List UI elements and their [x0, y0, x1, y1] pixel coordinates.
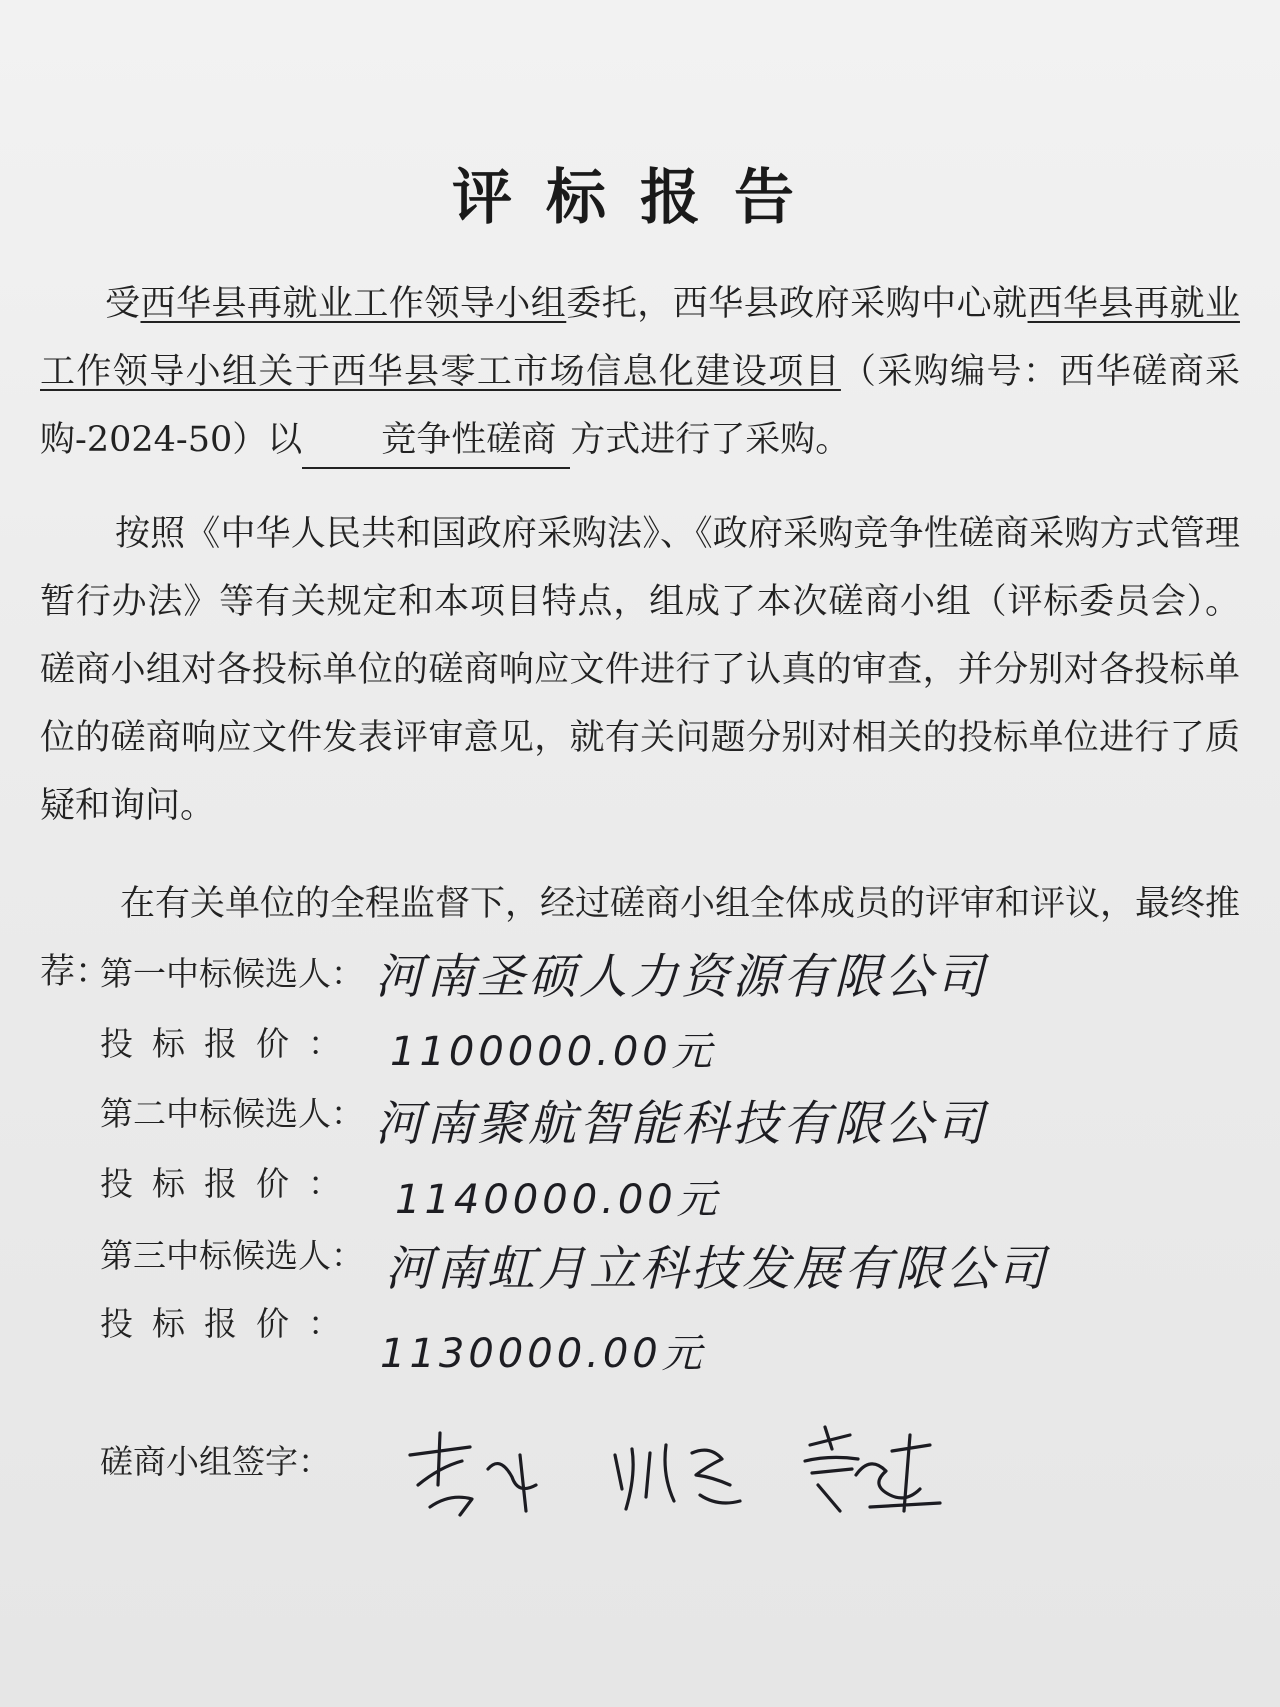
- p1-seg1: 受: [105, 284, 141, 324]
- candidate-3-name: 河南虹月立科技发展有限公司: [385, 1241, 1049, 1297]
- candidate-2-label: 第二中标候选人：: [100, 1094, 364, 1133]
- candidate-3-price-label: 投标报价：: [100, 1304, 360, 1343]
- p1-client-name: 西华县再就业工作领导小组: [140, 284, 567, 324]
- candidate-3-price: 1130000.00元: [380, 1331, 706, 1377]
- candidate-2-name: 河南聚航智能科技有限公司: [375, 1096, 988, 1152]
- paragraph-legal-basis: 按照《中华人民共和国政府采购法》、《政府采购竞争性磋商采购方式管理暂行办法》等有关规定和本项目特点，组成了本次磋商小组（评标委员会）。磋商小组对各投标单位的磋商响应文件进行了认真的审查，并分别对各投标单位的磋商响应文件发表评审意见，就有关问题分别对相关的投标单位进行了质疑和询问。: [40, 514, 1240, 826]
- p1-seg7: 方式进行了采购。: [570, 420, 851, 460]
- p1-project-name: 西华县再就业工作领导小组关于西华县零工市场信息化建设项目: [40, 284, 1240, 392]
- signature-3: [805, 1427, 940, 1511]
- p1-seg5: （采购编号：西华磋商采购-2024-50）以: [40, 352, 1240, 460]
- p1-procurement-method: 竞争性磋商: [302, 413, 570, 469]
- candidate-1-price: 1100000.00元: [390, 1029, 716, 1075]
- candidate-2-price: 1140000.00元: [395, 1177, 721, 1223]
- paragraph-commission: [40, 270, 1240, 474]
- candidate-1-price-label: 投标报价：: [100, 1024, 360, 1063]
- signature-2: [615, 1445, 740, 1509]
- candidate-3-label: 第三中标候选人：: [100, 1236, 364, 1275]
- signature-label: 磋商小组签字：: [100, 1442, 331, 1481]
- paragraph-recommendation: 在有关单位的全程监督下，经过磋商小组全体成员的评审和评议，最终推荐：: [40, 884, 1241, 992]
- candidate-2-price-label: 投标报价：: [100, 1164, 360, 1203]
- candidate-1-label: 第一中标候选人：: [100, 954, 364, 993]
- candidate-1-name: 河南圣硕人力资源有限公司: [375, 949, 988, 1005]
- signature-1: [410, 1433, 536, 1515]
- p1-seg3: 委托，西华县政府采购中心就: [566, 284, 1028, 324]
- document-title: 评标报告: [452, 163, 828, 233]
- signatures-handwritten: [370, 1415, 990, 1525]
